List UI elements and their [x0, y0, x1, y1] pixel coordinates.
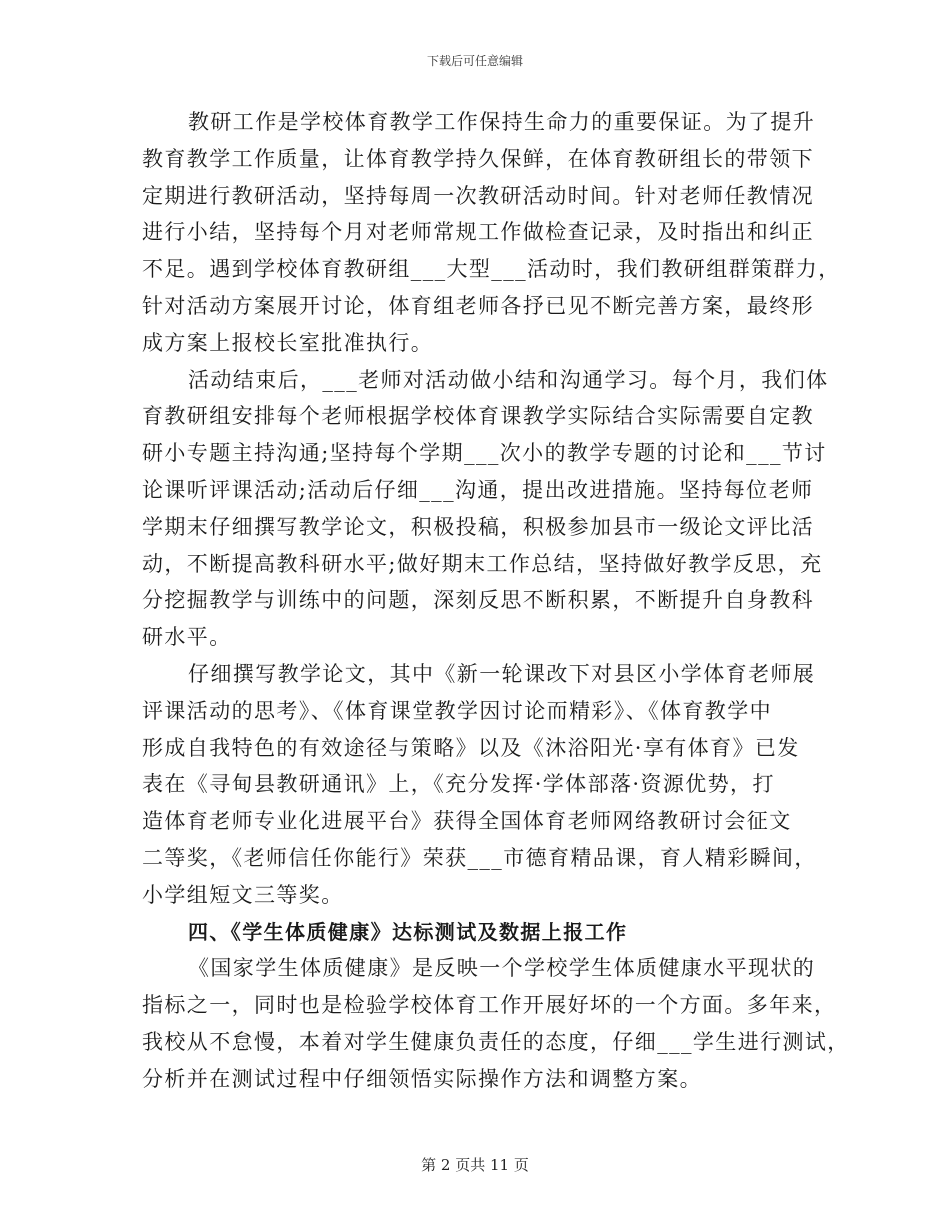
text-line: 仔细撰写教学论文，其中《新一轮课改下对县区小学体育老师展 — [188, 661, 816, 686]
document-body — [142, 104, 850, 1098]
text-line: 二等奖，《老师信任你能行》荣获___市德育精品课，育人精彩瞬间， — [142, 845, 817, 870]
text-line: 形成自我特色的有效途径与策略》以及《沐浴阳光·享有体育》已发 — [142, 735, 800, 760]
text-line: 教育教学工作质量，让体育教学持久保鲜，在体育教研组长的带领下 — [142, 146, 814, 171]
text-line: 定期进行教研活动，坚持每周一次教研活动时间。针对老师任教情况 — [142, 183, 814, 208]
text-line: 研小专题主持沟通;坚持每个学期___次小的教学专题的讨论和___节讨 — [142, 441, 827, 466]
text-line: 评课活动的思考》、《体育课堂教学因讨论而精彩》、《体育教学中 — [142, 698, 772, 723]
text-line: 《国家学生体质健康》是反映一个学校学生体质健康水平现状的 — [188, 956, 816, 981]
text-line: 不足。遇到学校体育教研组___大型___活动时，我们教研组群策群力， — [142, 257, 841, 282]
text-line: 造体育老师专业化进展平台》获得全国体育老师网络教研讨会征文 — [142, 809, 792, 834]
text-line: 成方案上报校长室批准执行。 — [142, 330, 434, 355]
text-line: 活动结束后，___老师对活动做小结和沟通学习。每个月，我们体 — [188, 367, 829, 392]
text-line: 表在《寻甸县教研通讯》上，《充分发挥·学体部落·资源优势，打 — [142, 772, 775, 797]
section-heading: 四、《学生体质健康》达标测试及数据上报工作 — [188, 919, 628, 944]
text-line: 我校从不怠慢，本着对学生健康负责任的态度，仔细___学生进行测试， — [142, 1029, 850, 1054]
text-line: 分析并在测试过程中仔细领悟实际操作方法和调整方案。 — [142, 1066, 702, 1091]
text-line: 研水平。 — [142, 625, 232, 650]
text-line: 针对活动方案展开讨论，体育组老师各抒已见不断完善方案，最终形 — [142, 293, 814, 318]
text-line: 学期末仔细撰写教学论文，积极投稿，积极参加县市一级论文评比活 — [142, 514, 814, 539]
text-line: 小学组短文三等奖。 — [142, 882, 344, 907]
page-header: 下载后可任意编辑 — [426, 54, 523, 68]
text-line: 论课听评课活动;活动后仔细___沟通，提出改进措施。坚持每位老师 — [142, 477, 814, 502]
text-line: 分挖掘教学与训练中的问题，深刻反思不断积累，不断提升自身教科 — [142, 588, 814, 613]
text-line: 进行小结，坚持每个月对老师常规工作做检查记录，及时指出和纠正 — [142, 220, 814, 245]
page-number: 第 2 页共 11 页 — [421, 1156, 529, 1174]
text-line: 指标之一，同时也是检验学校体育工作开展好坏的一个方面。多年来， — [142, 993, 837, 1018]
text-line: 教研工作是学校体育教学工作保持生命力的重要保证。为了提升 — [188, 110, 816, 134]
text-line: 育教研组安排每个老师根据学校体育课教学实际结合实际需要自定教 — [142, 404, 814, 429]
text-line: 动，不断提高教科研水平;做好期末工作总结，坚持做好教学反思，充 — [142, 551, 823, 576]
